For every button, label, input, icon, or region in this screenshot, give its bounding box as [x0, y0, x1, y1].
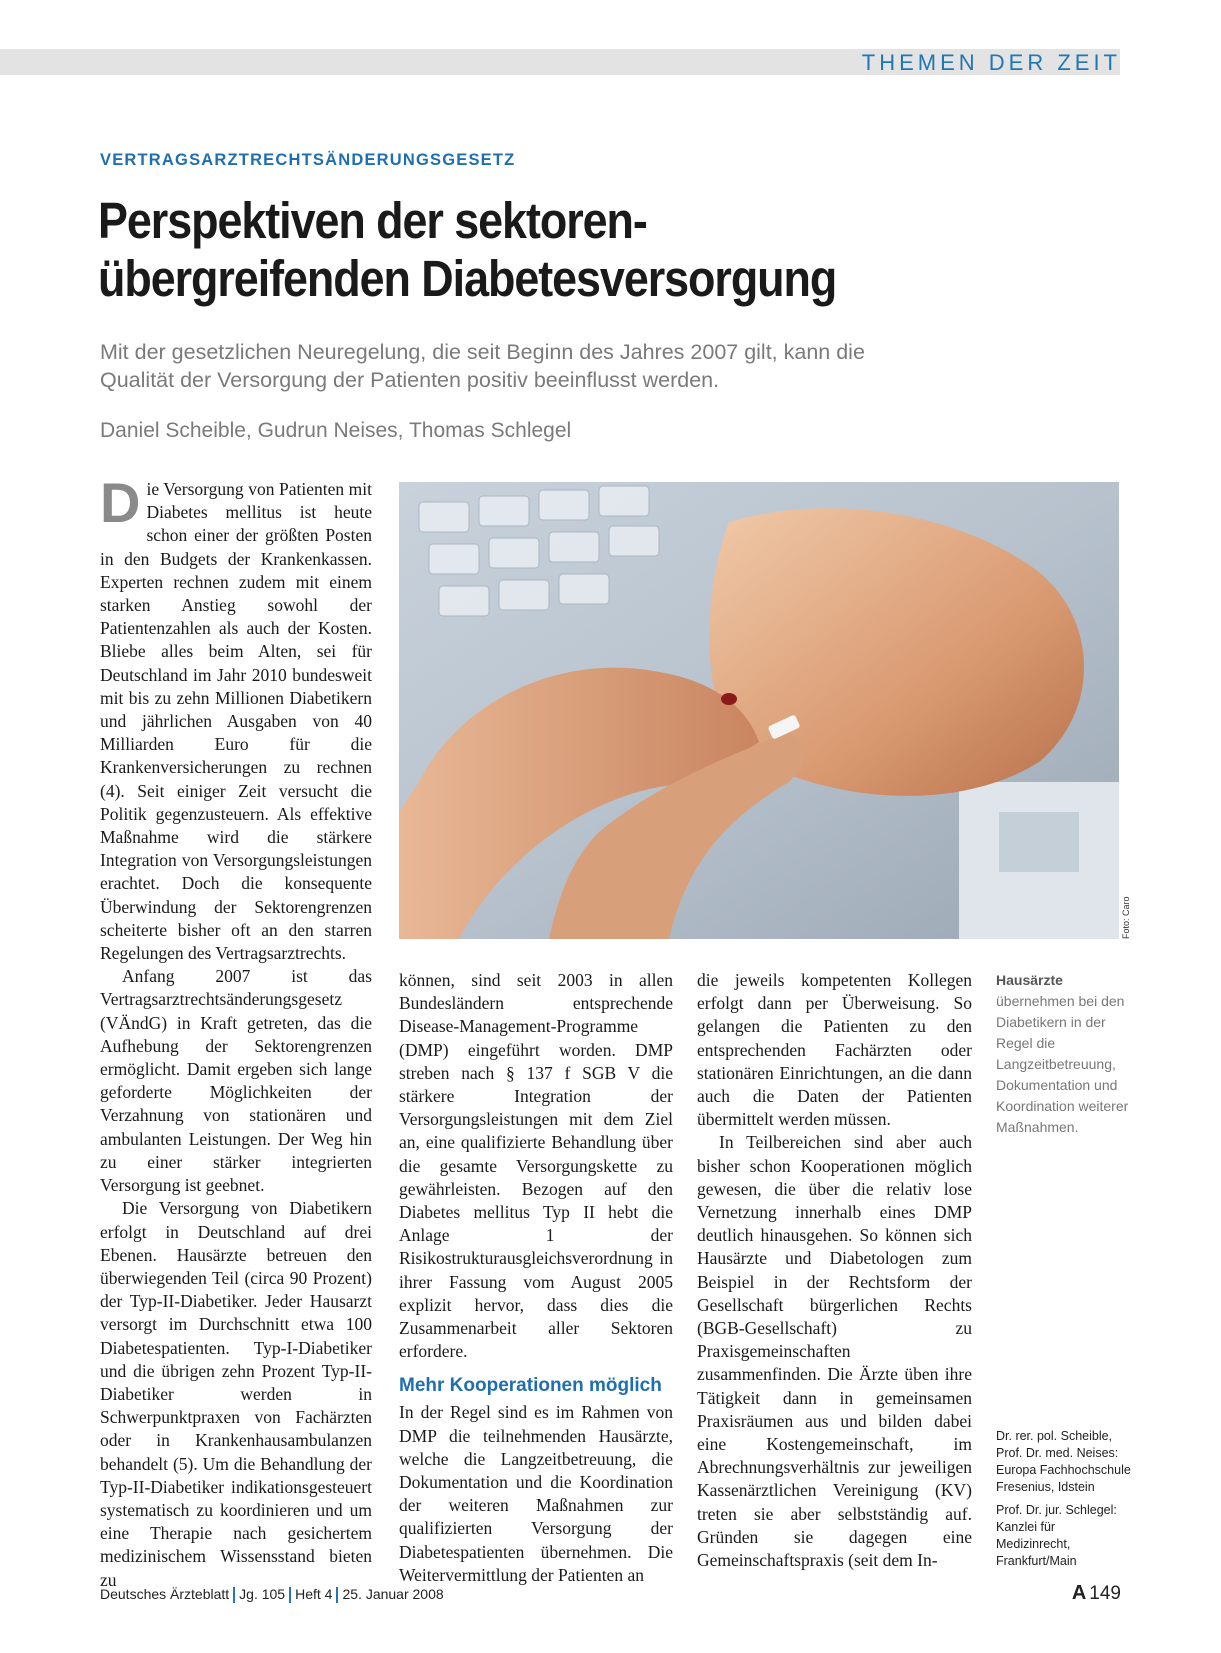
paragraph-2: Anfang 2007 ist das Vertragsarztrechtsänderungsgesetz (VÄndG) in Kraft getreten, das die Aufhebung der Sektorengrenzen ermöglicht. Damit ergeben sich lange geforderte Möglichkeiten der Verzahnung von stationären und ambulanten Leistungen. Der Weg hin zu einer stärker integrierten Versorgung ist geebnet. [100, 966, 372, 1196]
paragraph-3: Die Versorgung von Diabetikern erfolgt in Deutschland auf drei Ebenen. Hausärzte betreuen den überwiegenden Teil (circa 90 Prozent) der Typ-II-Diabetiker. Jeder Hausarzt versorgt im Durchschnitt etwa 100 Diabetespatienten. Typ-I-Diabetiker und die übrigen zehn Prozent Typ-II-Diabetiker werden in Schwerpunktpraxen von Fachärzten oder in Krankenhausambulanzen behandelt (5). Um die Behandlung der Typ-II-Diabetiker indikationsgesteuert systematisch zu koordinieren und um eine Therapie nach gesichertem medizinischem Wissensstand bieten zu [100, 1198, 372, 1590]
hands-blood-test-photo [399, 482, 1119, 939]
headline-line-1: Perspektiven der sektoren- [98, 192, 647, 249]
page-prefix: A [1071, 1582, 1087, 1604]
article-lead: Mit der gesetzlichen Neuregelung, die seit Beginn des Jahres 2007 gilt, kann die Qualität der Versorgung der Patienten positiv beeinflusst werden. [100, 340, 865, 392]
page-footer [100, 1586, 444, 1603]
affiliation-2: Prof. Dr. jur. Schlegel: Kanzlei für Medizinrecht, Frankfurt/Main [996, 1503, 1117, 1568]
paragraph-5: In der Regel sind es im Rahmen von DMP die teilnehmenden Hausärzte, welche die Langzeitbetreuung, die Dokumentation und die Koordination der weiteren Maßnahmen zur qualifizierten Versorgung der Diabetespatienten übernehmen. Die Weitervermittlung der Patienten an [399, 1402, 673, 1585]
paragraph-4: können, sind seit 2003 in allen Bundesländern entsprechende Disease-Management-Programme (DMP) eingeführt worden. DMP streben nach § 137 f SGB V die stärkere Integration der Versorgungsleistungen mit dem Ziel an, eine qualifizierte Behandlung über die gesamte Versorgungskette zu gewährleisten. Bezogen auf den Diabetes mellitus Typ II hebt die Anlage 1 der Risikostrukturausgleichsverordnung in ihrer Fassung vom August 2005 explizit hervor, dass dies die Zusammenarbeit aller Sektoren erfordere. [399, 970, 673, 1362]
page-number-value: 149 [1089, 1583, 1121, 1604]
section-label: THEMEN DER ZEIT [861, 50, 1121, 75]
photo-caption [996, 970, 1136, 1138]
body-column-3 [697, 969, 972, 1572]
author-affiliations [996, 1428, 1131, 1576]
paragraph-1: Die Versorgung von Patienten mit Diabetes mellitus ist heute schon einer der größten Posten in den Budgets der Krankenkassen. Experten rechnen zudem mit einem starken Anstieg sowohl der Patientenzahlen als auch der Kosten. Bliebe alles beim Alten, sei für Deutschland im Jahr 2010 bundesweit mit bis zu zehn Millionen Diabetikern und jährlichen Ausgaben von 40 Milliarden Euro für die Krankenversicherungen zu rechnen (4). Seit einiger Zeit versucht die Politik gegenzusteuern. Als effektive Maßnahme wird die stärkere Integration von Versorgungsleistungen erachtet. Doch die konsequente Überwindung der Sektorengrenzen scheiterte bisher oft an den starren Regelungen des Vertragsarztrechts. [100, 471, 372, 964]
body-column-1 [100, 471, 372, 1592]
section-subheading: Mehr Kooperationen möglich [399, 1375, 662, 1397]
article-authors: Daniel Scheible, Gudrun Neises, Thomas Schlegel [100, 419, 572, 442]
journal-issue: Heft 4 [295, 1586, 333, 1602]
caption-heading: Hausärzte [996, 972, 1063, 988]
page-number [1072, 1582, 1121, 1605]
photo-credit: Foto: Caro [1121, 896, 1131, 939]
article-kicker: VERTRAGSARZTRECHTSÄNDERUNGSGESETZ [100, 151, 516, 169]
body-column-2 [399, 969, 673, 1587]
journal-date: 25. Januar 2008 [342, 1586, 444, 1602]
article-headline [98, 192, 978, 308]
journal-volume: Jg. 105 [239, 1586, 286, 1602]
journal-name: Deutsches Ärzteblatt [100, 1586, 230, 1602]
paragraph-6: die jeweils kompetenten Kollegen erfolgt dann per Überweisung. So gelangen die Patienten zu den entsprechenden Fachärzten oder stationären Einrichtungen, an die dann auch die Daten der Patienten übermittelt werden müssen. [697, 970, 972, 1130]
affiliation-1: Dr. rer. pol. Scheible, Prof. Dr. med. Neises: Europa Fachhochschule Fresenius, Idstein [996, 1429, 1131, 1494]
caption-text: übernehmen bei den Diabetikern in der Regel die Langzeitbetreuung, Dokumentation und Koordination weiterer Maßnahmen. [996, 993, 1129, 1135]
article-photo [399, 482, 1119, 939]
paragraph-7: In Teilbereichen sind aber auch bisher schon Kooperationen möglich gewesen, die über die relativ lose Vernetzung innerhalb eines DMP deutlich hinausgehen. So können sich Hausärzte und Diabetologen zum Beispiel in der Rechtsform der Gesellschaft bürgerlichen Rechts (BGB-Gesellschaft) zu Praxisgemeinschaften zusammenfinden. Die Ärzte üben ihre Tätigkeit dann in gemeinsamen Praxisräumen aus und bilden dabei eine Kostengemeinschaft, im Abrechnungsverhältnis zur jeweiligen Kassenärztlichen Vereinigung (KV) treten sie aber selbstständig auf. Gründen sie dagegen eine Gemeinschaftspraxis (seit dem In- [697, 1132, 972, 1571]
drop-cap: D [100, 471, 141, 534]
headline-line-2: übergreifenden Diabetesversorgung [98, 250, 837, 307]
